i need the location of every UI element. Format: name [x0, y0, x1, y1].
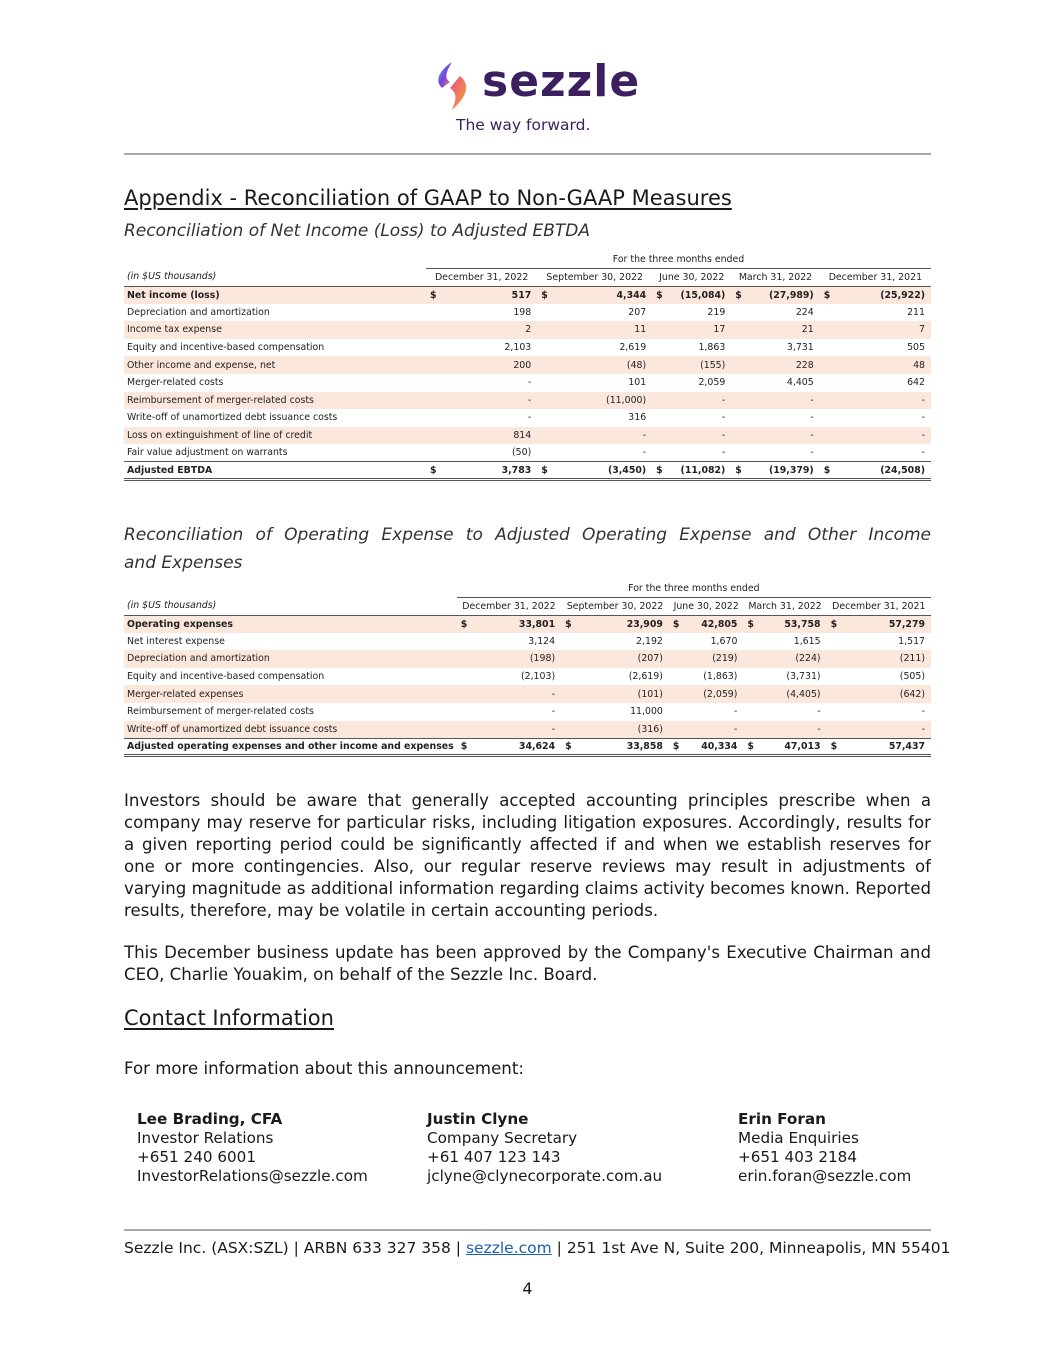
cell-value: (198): [471, 650, 561, 668]
footer-divider: [124, 1229, 931, 1231]
currency-symbol: [827, 703, 841, 721]
currency-symbol: [652, 304, 666, 322]
contact-intro: For more information about this announcement:: [124, 1059, 524, 1078]
disclaimer-paragraph: Investors should be aware that generally accepted accounting principles prescribe when a company may reserve for particular risks, including litigation exposures. Accordingly, results for a given reporting period could be significantly affected if and when we establish reserves for one or more contingencies. Also, our regular reserve reviews may result in adjustments of varying magnitude as additional information regarding claims activity becomes known. Reported results, therefore, may be volatile in certain accounting periods.: [124, 791, 931, 920]
unit-label: (in $US thousands): [124, 597, 457, 615]
contact-phone[interactable]: +651 240 6001: [137, 1148, 257, 1166]
currency-symbol: $: [669, 615, 683, 633]
currency-symbol: [743, 685, 757, 703]
table2-subtitle-line2: and Expenses: [124, 553, 243, 573]
cell-value: -: [757, 721, 826, 739]
currency-symbol: [426, 427, 440, 445]
cell-value: 11: [551, 321, 652, 339]
currency-symbol: $: [561, 615, 575, 633]
contact-card: [137, 1110, 368, 1186]
currency-symbol: [537, 427, 551, 445]
currency-symbol: [457, 721, 471, 739]
cell-value: 1,670: [710, 635, 738, 647]
currency-symbol: $: [827, 738, 841, 756]
currency-symbol: [731, 304, 745, 322]
contact-email[interactable]: erin.foran@sezzle.com: [738, 1167, 912, 1185]
currency-symbol: [669, 721, 683, 739]
footer-company: Sezzle Inc. (ASX:SZL) | ARBN 633 327 358 |: [124, 1239, 462, 1257]
currency-symbol: [537, 444, 551, 462]
table2-subtitle: [124, 521, 931, 577]
cell-value: -: [666, 392, 731, 410]
currency-symbol: [537, 409, 551, 427]
cell-value: (101): [575, 685, 669, 703]
cell-value: 505: [907, 342, 925, 354]
cell-value: 33,801: [471, 615, 561, 633]
row-label: Adjusted operating expenses and other income and expenses: [124, 738, 457, 756]
table-row: [124, 409, 931, 427]
currency-symbol: $: [426, 286, 440, 304]
cell-value: 814: [440, 427, 537, 445]
table-row: [124, 374, 931, 392]
cell-value: -: [810, 412, 814, 424]
currency-symbol: [731, 339, 745, 357]
currency-symbol: [426, 321, 440, 339]
row-label: Fair value adjustment on warrants: [127, 447, 288, 459]
currency-symbol: $: [820, 462, 834, 480]
sezzle-mark-icon: [430, 60, 474, 112]
contact-card: [427, 1110, 662, 1186]
cell-value: (505): [899, 671, 925, 683]
table-row: [124, 444, 931, 462]
cell-value: (24,508): [834, 462, 931, 480]
brand-tagline: The way forward.: [456, 116, 591, 134]
cell-value: 207: [628, 306, 647, 318]
column-header: September 30, 2022: [561, 597, 669, 615]
currency-symbol: [652, 321, 666, 339]
cell-value: 316: [628, 412, 647, 424]
column-header: June 30, 2022: [669, 597, 744, 615]
table-row: [124, 685, 931, 703]
currency-symbol: $: [731, 286, 745, 304]
currency-symbol: [426, 304, 440, 322]
currency-symbol: [669, 703, 683, 721]
currency-symbol: [652, 339, 666, 357]
row-label: Reimbursement of merger-related costs: [124, 392, 426, 410]
row-label: Reimbursement of merger-related costs: [127, 706, 314, 718]
opex-reconciliation-table: [124, 581, 931, 757]
cell-value: 3,731: [786, 342, 814, 354]
currency-symbol: [537, 304, 551, 322]
currency-symbol: [537, 321, 551, 339]
table-row: [124, 703, 931, 721]
column-header: December 31, 2021: [827, 597, 931, 615]
currency-symbol: $: [457, 615, 471, 633]
currency-symbol: [537, 339, 551, 357]
cell-value: 1,615: [793, 635, 821, 647]
contact-role: Investor Relations: [137, 1129, 274, 1147]
approval-paragraph: This December business update has been approved by the Company's Executive Chairman and CEO, Charlie Youakim, on behalf of the Sezzle Inc. Board.: [124, 943, 931, 984]
cell-value: 211: [907, 306, 925, 318]
cell-value: -: [721, 447, 726, 459]
currency-symbol: $: [537, 462, 551, 480]
span-header: For the three months ended: [457, 581, 931, 597]
cell-value: 3,783: [440, 462, 537, 480]
column-header: December 31, 2022: [457, 597, 561, 615]
table-row: [124, 650, 931, 668]
currency-symbol: [731, 321, 745, 339]
page-number: 4: [522, 1279, 533, 1298]
cell-value: 2,059: [698, 377, 726, 389]
cell-value: 517: [440, 286, 537, 304]
currency-symbol: [669, 633, 683, 651]
table-row: [124, 286, 931, 304]
currency-symbol: [820, 392, 834, 410]
table-row: [124, 339, 931, 357]
row-label: Write-off of unamortized debt issuance costs: [127, 412, 338, 424]
currency-symbol: [731, 374, 745, 392]
currency-symbol: [537, 356, 551, 374]
cell-value: (2,059): [683, 685, 744, 703]
column-header: March 31, 2022: [743, 597, 826, 615]
cell-value: -: [921, 706, 925, 718]
row-label: Net interest expense: [127, 635, 225, 647]
cell-value: 4,344: [551, 286, 652, 304]
currency-symbol: [827, 650, 841, 668]
cell-value: -: [810, 447, 814, 459]
cell-value: -: [841, 721, 931, 739]
cell-value: (224): [757, 650, 826, 668]
cell-value: 200: [440, 356, 537, 374]
currency-symbol: [820, 427, 834, 445]
cell-value: 21: [745, 321, 819, 339]
contact-phone[interactable]: +651 403 2184: [738, 1148, 858, 1166]
cell-value: 17: [666, 321, 731, 339]
column-header: March 31, 2022: [731, 268, 819, 286]
cell-value: 2,619: [619, 342, 647, 354]
currency-symbol: $: [457, 738, 471, 756]
currency-symbol: $: [743, 615, 757, 633]
cell-value: (642): [841, 685, 931, 703]
table-row: [124, 738, 931, 756]
cell-value: 48: [834, 356, 931, 374]
currency-symbol: [669, 668, 683, 686]
cell-value: -: [745, 427, 819, 445]
row-label: Other income and expense, net: [124, 356, 426, 374]
currency-symbol: [457, 685, 471, 703]
cell-value: 23,909: [575, 615, 669, 633]
currency-symbol: [652, 427, 666, 445]
cell-value: (27,989): [745, 286, 819, 304]
currency-symbol: $: [652, 462, 666, 480]
currency-symbol: [743, 721, 757, 739]
cell-value: 40,334: [683, 738, 744, 756]
table-row: [124, 633, 931, 651]
table-row: [124, 721, 931, 739]
table-row: [124, 392, 931, 410]
currency-symbol: [743, 633, 757, 651]
currency-symbol: [820, 356, 834, 374]
currency-symbol: [731, 409, 745, 427]
currency-symbol: [537, 392, 551, 410]
row-label: Equity and incentive-based compensation: [127, 342, 325, 354]
cell-value: -: [721, 412, 726, 424]
cell-value: 2: [440, 321, 537, 339]
cell-value: 3,124: [528, 635, 556, 647]
cell-value: -: [666, 427, 731, 445]
currency-symbol: [426, 392, 440, 410]
currency-symbol: [743, 650, 757, 668]
currency-symbol: [561, 668, 575, 686]
cell-value: 53,758: [757, 615, 826, 633]
cell-value: (316): [575, 721, 669, 739]
currency-symbol: [820, 321, 834, 339]
cell-value: 2,192: [636, 635, 663, 647]
cell-value: 33,858: [575, 738, 669, 756]
footer-address: | 251 1st Ave N, Suite 200, Minneapolis, MN 55401: [556, 1239, 951, 1257]
currency-symbol: $: [743, 738, 757, 756]
currency-symbol: [561, 721, 575, 739]
currency-symbol: [652, 356, 666, 374]
currency-symbol: [731, 392, 745, 410]
row-label: Equity and incentive-based compensation: [127, 671, 325, 683]
cell-value: 642: [907, 377, 925, 389]
currency-symbol: $: [669, 738, 683, 756]
cell-value: -: [734, 706, 738, 718]
contact-title: Contact Information: [124, 1006, 334, 1030]
contact-name: Lee Brading, CFA: [137, 1110, 283, 1128]
currency-symbol: [743, 703, 757, 721]
table-row: [124, 668, 931, 686]
cell-value: (15,084): [666, 286, 731, 304]
currency-symbol: [561, 703, 575, 721]
currency-symbol: [537, 374, 551, 392]
currency-symbol: [426, 374, 440, 392]
cell-value: (219): [683, 650, 744, 668]
footer-website-link[interactable]: sezzle.com: [465, 1239, 552, 1257]
cell-value: 34,624: [471, 738, 561, 756]
contact-email[interactable]: jclyne@clynecorporate.com.au: [427, 1167, 663, 1185]
cell-value: (2,619): [628, 671, 663, 683]
cell-value: 11,000: [630, 706, 663, 718]
table-row: [124, 427, 931, 445]
currency-symbol: $: [731, 462, 745, 480]
currency-symbol: [731, 427, 745, 445]
cell-value: (3,731): [786, 671, 821, 683]
currency-symbol: [820, 409, 834, 427]
sezzle-logo: [430, 56, 641, 138]
currency-symbol: [820, 304, 834, 322]
column-header: June 30, 2022: [652, 268, 731, 286]
table-row: [124, 356, 931, 374]
contact-email[interactable]: InvestorRelations@sezzle.com: [137, 1167, 368, 1185]
cell-value: 228: [745, 356, 819, 374]
cell-value: 219: [707, 306, 726, 318]
row-label: Loss on extinguishment of line of credit: [124, 427, 426, 445]
currency-symbol: [652, 444, 666, 462]
cell-value: (1,863): [703, 671, 738, 683]
currency-symbol: $: [561, 738, 575, 756]
currency-symbol: [426, 444, 440, 462]
cell-value: 1,863: [698, 342, 726, 354]
cell-value: 57,279: [841, 615, 931, 633]
column-header: September 30, 2022: [537, 268, 652, 286]
cell-value: -: [471, 685, 561, 703]
cell-value: -: [834, 392, 931, 410]
table1-subtitle: Reconciliation of Net Income (Loss) to Adjusted EBTDA: [124, 221, 591, 241]
currency-symbol: [652, 374, 666, 392]
currency-symbol: [561, 650, 575, 668]
row-label: Merger-related costs: [127, 377, 224, 389]
cell-value: (211): [841, 650, 931, 668]
currency-symbol: $: [827, 615, 841, 633]
ebtda-reconciliation-table: [124, 252, 931, 481]
currency-symbol: [820, 339, 834, 357]
row-label: Merger-related expenses: [124, 685, 457, 703]
cell-value: (2,103): [520, 671, 556, 683]
cell-value: 1,517: [898, 635, 925, 647]
currency-symbol: $: [537, 286, 551, 304]
currency-symbol: [426, 339, 440, 357]
contact-role: Media Enquiries: [738, 1129, 859, 1147]
column-header: December 31, 2022: [426, 268, 537, 286]
currency-symbol: [652, 409, 666, 427]
currency-symbol: [457, 668, 471, 686]
cell-value: -: [551, 706, 556, 718]
column-header: December 31, 2021: [820, 268, 931, 286]
cell-value: 198: [513, 306, 532, 318]
cell-value: -: [921, 412, 925, 424]
table2-subtitle-line1: Reconciliation of Operating Expense to Adjusted Operating Expense and Other Income: [124, 525, 931, 545]
table-row: [124, 321, 931, 339]
cell-value: (50): [512, 447, 532, 459]
cell-value: (11,000): [551, 392, 652, 410]
currency-symbol: $: [426, 462, 440, 480]
row-label: Operating expenses: [124, 615, 457, 633]
contact-card: [738, 1110, 911, 1186]
appendix-title: Appendix - Reconciliation of GAAP to Non-GAAP Measures: [124, 186, 732, 210]
contact-name: Erin Foran: [738, 1110, 826, 1128]
currency-symbol: [827, 685, 841, 703]
currency-symbol: [457, 703, 471, 721]
currency-symbol: $: [820, 286, 834, 304]
cell-value: (4,405): [757, 685, 826, 703]
table-row: [124, 304, 931, 322]
cell-value: 224: [795, 306, 814, 318]
cell-value: (3,450): [551, 462, 652, 480]
row-label: Depreciation and amortization: [127, 306, 270, 318]
row-label: Write-off of unamortized debt issuance costs: [124, 721, 457, 739]
contact-role: Company Secretary: [427, 1129, 578, 1147]
currency-symbol: [827, 668, 841, 686]
currency-symbol: [561, 633, 575, 651]
cell-value: -: [527, 412, 532, 424]
cell-value: -: [440, 392, 537, 410]
cell-value: -: [527, 377, 532, 389]
contact-phone[interactable]: +61 407 123 143: [427, 1148, 561, 1166]
currency-symbol: [669, 685, 683, 703]
unit-label: (in $US thousands): [124, 268, 426, 286]
cell-value: 47,013: [757, 738, 826, 756]
currency-symbol: [426, 356, 440, 374]
cell-value: (25,922): [834, 286, 931, 304]
currency-symbol: [669, 650, 683, 668]
cell-value: -: [551, 427, 652, 445]
cell-value: -: [642, 447, 647, 459]
row-label: Net income (loss): [124, 286, 426, 304]
cell-value: 42,805: [683, 615, 744, 633]
cell-value: 4,405: [786, 377, 814, 389]
contact-name: Justin Clyne: [427, 1110, 529, 1128]
row-label: Adjusted EBTDA: [124, 462, 426, 480]
currency-symbol: [820, 444, 834, 462]
table-row: [124, 615, 931, 633]
header-divider: [124, 153, 931, 155]
cell-value: -: [921, 447, 925, 459]
currency-symbol: [827, 721, 841, 739]
row-label: Depreciation and amortization: [124, 650, 457, 668]
cell-value: 2,103: [504, 342, 532, 354]
cell-value: (48): [551, 356, 652, 374]
cell-value: 101: [628, 377, 647, 389]
currency-symbol: [561, 685, 575, 703]
row-label: Income tax expense: [124, 321, 426, 339]
cell-value: -: [834, 427, 931, 445]
currency-symbol: [731, 356, 745, 374]
table-row: [124, 462, 931, 480]
cell-value: -: [683, 721, 744, 739]
currency-symbol: [731, 444, 745, 462]
currency-symbol: [820, 374, 834, 392]
brand-wordmark: sezzle: [482, 56, 641, 107]
span-header: For the three months ended: [426, 252, 931, 268]
cell-value: 7: [834, 321, 931, 339]
cell-value: (11,082): [666, 462, 731, 480]
currency-symbol: [827, 633, 841, 651]
cell-value: (19,379): [745, 462, 819, 480]
cell-value: -: [817, 706, 821, 718]
cell-value: (155): [666, 356, 731, 374]
cell-value: 57,437: [841, 738, 931, 756]
currency-symbol: $: [652, 286, 666, 304]
cell-value: -: [471, 721, 561, 739]
currency-symbol: [426, 409, 440, 427]
cell-value: (207): [575, 650, 669, 668]
cell-value: -: [745, 392, 819, 410]
currency-symbol: [457, 633, 471, 651]
currency-symbol: [457, 650, 471, 668]
currency-symbol: [652, 392, 666, 410]
footer: [124, 1239, 951, 1257]
currency-symbol: [743, 668, 757, 686]
